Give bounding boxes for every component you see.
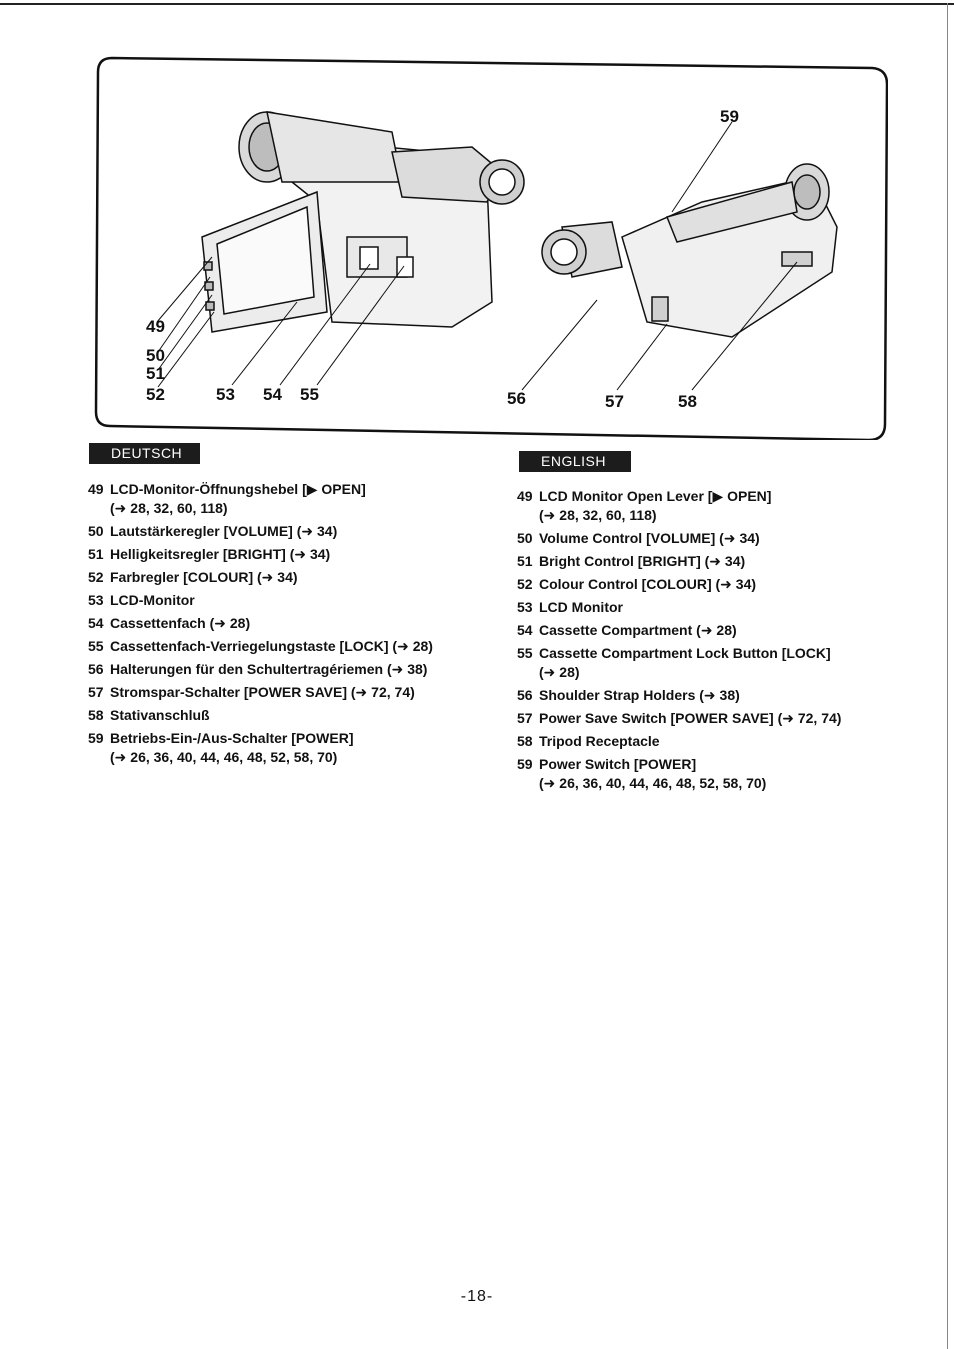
item-number: 58: [88, 707, 104, 723]
item-number: 58: [517, 733, 533, 749]
item-number: 51: [517, 553, 533, 569]
item-text: Stativanschluß: [110, 707, 210, 723]
item-text: LCD Monitor: [539, 599, 623, 615]
item-number: 57: [88, 684, 104, 700]
item-number: 55: [517, 645, 533, 661]
item-number: 59: [517, 756, 533, 772]
list-item: [88, 729, 498, 767]
list-item: [517, 487, 927, 525]
item-ref: (➜ 26, 36, 40, 44, 46, 48, 52, 58, 70): [110, 749, 338, 765]
page-top-rule: [0, 3, 954, 5]
item-number: 55: [88, 638, 104, 654]
item-text: LCD-Monitor-Öffnungshebel [▶ OPEN]: [110, 481, 366, 497]
item-text: Bright Control [BRIGHT] (➜ 34): [539, 553, 746, 569]
camcorder-front-drawing: [202, 112, 524, 332]
callout-55: 55: [300, 385, 319, 404]
callout-57: 57: [605, 392, 624, 411]
item-number: 49: [88, 481, 104, 497]
list-item: [517, 552, 927, 571]
callout-50: 50: [146, 346, 165, 365]
list-item: [517, 732, 927, 751]
list-item: [88, 706, 498, 725]
item-text: Cassette Compartment Lock Button [LOCK]: [539, 645, 831, 661]
callout-51: 51: [146, 364, 165, 383]
item-text: LCD Monitor Open Lever [▶ OPEN]: [539, 488, 772, 504]
item-number: 50: [88, 523, 104, 539]
callout-52: 52: [146, 385, 165, 404]
list-item: [88, 545, 498, 564]
list-item: [88, 660, 498, 679]
item-ref: (➜ 28, 32, 60, 118): [539, 507, 657, 523]
item-text: Lautstärkeregler [VOLUME] (➜ 34): [110, 523, 338, 539]
item-ref: (➜ 28, 32, 60, 118): [110, 500, 228, 516]
callout-59: 59: [720, 107, 739, 126]
callout-53: 53: [216, 385, 235, 404]
list-item: [517, 529, 927, 548]
list-item: [517, 644, 927, 682]
item-number: 52: [88, 569, 104, 585]
item-text: Betriebs-Ein-/Aus-Schalter [POWER]: [110, 730, 354, 746]
list-item: [88, 637, 498, 656]
item-text: Colour Control [COLOUR] (➜ 34): [539, 576, 757, 592]
list-item: [88, 614, 498, 633]
page-right-edge: [947, 3, 948, 1349]
camcorder-rear-drawing: [542, 164, 837, 337]
english-section-header: ENGLISH: [519, 451, 631, 472]
list-item: [88, 683, 498, 702]
item-text: Helligkeitsregler [BRIGHT] (➜ 34): [110, 546, 331, 562]
item-number: 54: [88, 615, 104, 631]
list-item: [88, 591, 498, 610]
list-item: [88, 480, 498, 518]
list-item: [517, 575, 927, 594]
callout-54: 54: [263, 385, 282, 404]
item-number: 52: [517, 576, 533, 592]
item-text: Power Save Switch [POWER SAVE] (➜ 72, 74): [539, 710, 842, 726]
item-number: 51: [88, 546, 104, 562]
item-text: Power Switch [POWER]: [539, 756, 697, 772]
item-text: Farbregler [COLOUR] (➜ 34): [110, 569, 298, 585]
item-text: Halterungen für den Schultertragériemen (➜ 38): [110, 661, 428, 677]
item-ref: (➜ 26, 36, 40, 44, 46, 48, 52, 58, 70): [539, 775, 767, 791]
list-item: [88, 568, 498, 587]
list-item: [517, 755, 927, 793]
english-parts-list: [517, 487, 927, 797]
list-item: [88, 522, 498, 541]
item-number: 53: [88, 592, 104, 608]
item-number: 56: [517, 687, 533, 703]
item-number: 54: [517, 622, 533, 638]
callout-49: 49: [146, 317, 165, 336]
page-number: -18-: [460, 1288, 494, 1305]
callout-56: 56: [507, 389, 526, 408]
callout-58: 58: [678, 392, 697, 411]
item-number: 56: [88, 661, 104, 677]
item-text: Cassette Compartment (➜ 28): [539, 622, 737, 638]
item-text: Shoulder Strap Holders (➜ 38): [539, 687, 740, 703]
camcorder-illustration: [92, 52, 888, 440]
item-text: Cassettenfach-Verriegelungstaste [LOCK] (➜ 28): [110, 638, 433, 654]
item-text: Tripod Receptacle: [539, 733, 660, 749]
deutsch-parts-list: [88, 480, 498, 771]
deutsch-section-header: DEUTSCH: [89, 443, 200, 464]
item-number: 59: [88, 730, 104, 746]
list-item: [517, 621, 927, 640]
item-text: Stromspar-Schalter [POWER SAVE] (➜ 72, 74): [110, 684, 415, 700]
list-item: [517, 598, 927, 617]
item-number: 53: [517, 599, 533, 615]
item-number: 57: [517, 710, 533, 726]
item-number: 49: [517, 488, 533, 504]
item-text: Cassettenfach (➜ 28): [110, 615, 251, 631]
item-text: LCD-Monitor: [110, 592, 195, 608]
item-text: Volume Control [VOLUME] (➜ 34): [539, 530, 760, 546]
item-ref: (➜ 28): [539, 664, 580, 680]
list-item: [517, 709, 927, 728]
item-number: 50: [517, 530, 533, 546]
list-item: [517, 686, 927, 705]
